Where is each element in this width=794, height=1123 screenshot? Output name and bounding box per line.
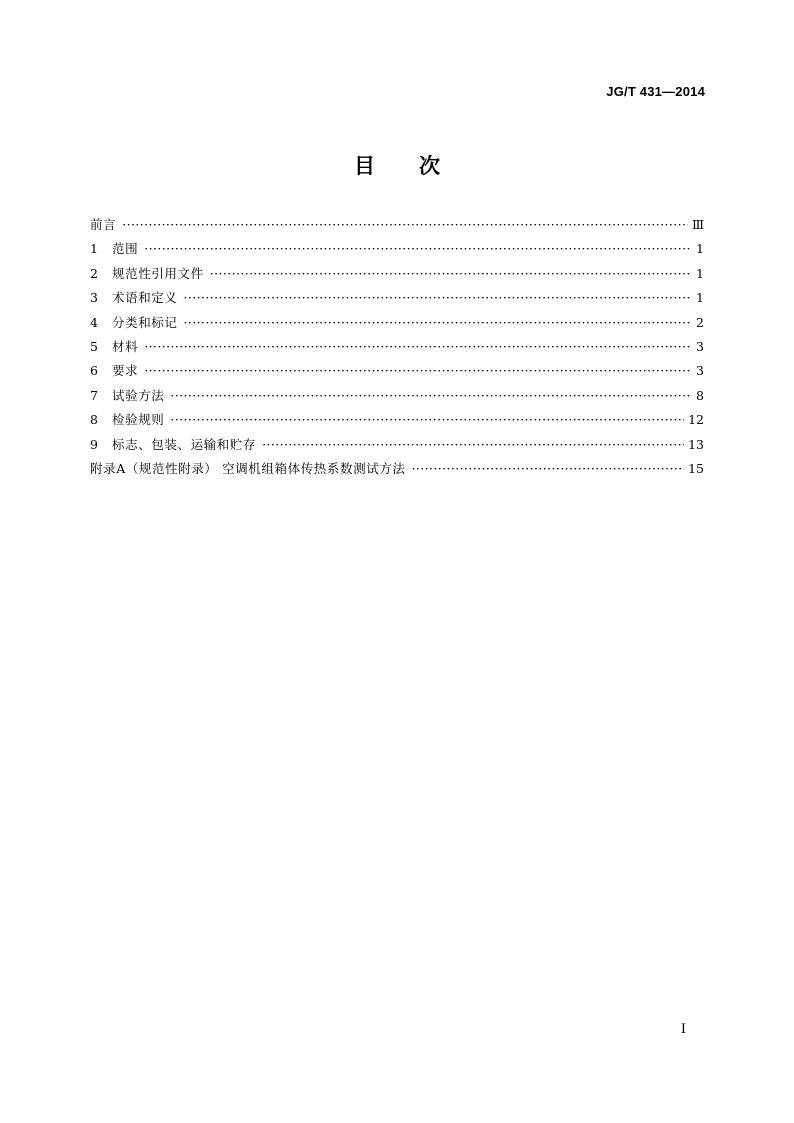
toc-entry-page: 12 (688, 412, 704, 428)
toc-entry-label: 标志、包装、运输和贮存 (112, 436, 257, 452)
toc-entry-requirements[interactable] (90, 361, 704, 385)
toc-entry-label: 范围 (112, 241, 139, 257)
toc-entry-classification[interactable] (90, 313, 704, 337)
toc-entry-foreword[interactable] (90, 215, 704, 239)
toc-entry-page: 13 (688, 436, 704, 452)
toc-entry-number: 7 (90, 387, 98, 403)
toc-entry-number: 8 (90, 412, 98, 428)
toc-entry-test-methods[interactable] (90, 386, 704, 410)
toc-entry-label: 检验规则 (112, 412, 165, 428)
toc-entry-terms[interactable] (90, 288, 704, 312)
toc-entry-number: 9 (90, 436, 98, 452)
toc-entry-page: 1 (696, 265, 704, 281)
toc-leader-dots (144, 361, 690, 381)
toc-entry-page: 3 (696, 338, 704, 354)
toc-entry-number: 5 (90, 338, 98, 354)
toc-entry-page: Ⅲ (691, 217, 704, 232)
toc-leader-dots (122, 215, 688, 235)
toc-leader-dots (412, 459, 685, 479)
toc-entry-number: 6 (90, 363, 98, 379)
toc-leader-dots (170, 410, 684, 430)
title-char-right: 次 (419, 154, 440, 178)
toc-entry-scope[interactable] (90, 239, 704, 263)
title-char-left: 目 (354, 154, 375, 178)
toc-entry-page: 1 (696, 241, 704, 257)
toc-entry-materials[interactable] (90, 337, 704, 361)
toc-entry-number: 4 (90, 314, 98, 330)
page-title (0, 150, 794, 180)
toc-entry-page: 15 (688, 460, 704, 476)
toc-leader-dots (144, 337, 690, 357)
toc-entry-number: 1 (90, 241, 98, 257)
toc-entry-normative-references[interactable] (90, 264, 704, 288)
toc-leader-dots (184, 313, 690, 333)
toc-entry-number: 3 (90, 290, 98, 306)
toc-leader-dots (184, 288, 690, 308)
toc-entry-label: 附录A（规范性附录） 空调机组箱体传热系数测试方法 (90, 460, 406, 476)
toc-entry-page: 1 (696, 290, 704, 306)
toc-entry-page: 3 (696, 363, 704, 379)
toc-entry-label: 材料 (112, 338, 139, 354)
toc-leader-dots (170, 386, 690, 406)
toc-entry-page: 2 (696, 314, 704, 330)
table-of-contents (90, 215, 704, 483)
toc-entry-label: 要求 (112, 363, 139, 379)
toc-leader-dots (144, 239, 690, 259)
toc-leader-dots (210, 264, 690, 284)
toc-leader-dots (262, 435, 684, 455)
toc-entry-marking-packaging[interactable] (90, 435, 704, 459)
toc-entry-label: 术语和定义 (112, 290, 178, 306)
toc-entry-annex-a[interactable] (90, 459, 704, 483)
toc-entry-label: 前言 (90, 217, 117, 232)
page-number: I (680, 1022, 686, 1037)
standard-code: JG/T 431—2014 (606, 84, 705, 99)
toc-entry-page: 8 (696, 387, 704, 403)
toc-entry-label: 分类和标记 (112, 314, 178, 330)
toc-entry-label: 规范性引用文件 (112, 265, 204, 281)
toc-entry-inspection-rules[interactable] (90, 410, 704, 434)
toc-entry-label: 试验方法 (112, 387, 165, 403)
toc-entry-number: 2 (90, 265, 98, 281)
